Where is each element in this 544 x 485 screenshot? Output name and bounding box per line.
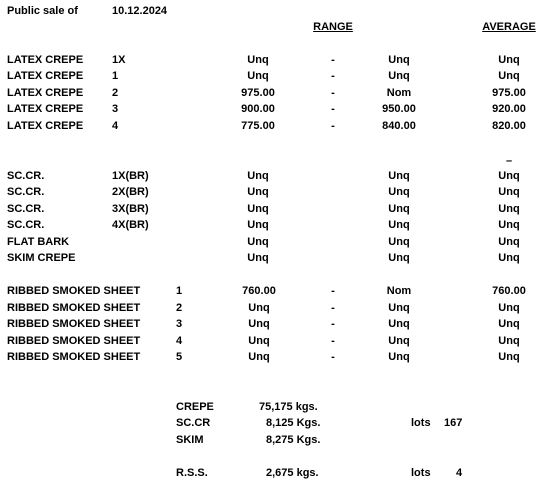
row-name: LATEX CREPE — [7, 103, 84, 115]
row-name: RIBBED SMOKED SHEET — [7, 351, 141, 363]
row-grade: 3 — [112, 103, 119, 115]
row-name: LATEX CREPE — [7, 120, 84, 132]
range-low: 900.00 — [241, 103, 275, 115]
average-value: Unq — [498, 351, 520, 363]
range-high: 950.00 — [382, 103, 416, 115]
row-name: SC.CR. — [7, 170, 45, 182]
row-grade: 3 — [176, 318, 183, 330]
average-value: Unq — [498, 203, 520, 215]
average-value: Unq — [498, 70, 520, 82]
lots-count: 4 — [456, 467, 463, 479]
range-high: Unq — [388, 54, 410, 66]
row-name: RIBBED SMOKED SHEET — [7, 335, 141, 347]
row-grade: 1 — [112, 70, 119, 82]
range-high: Unq — [388, 70, 410, 82]
range-separator: - — [331, 54, 335, 66]
row-grade: 4 — [112, 120, 119, 132]
row-grade: 4X(BR) — [112, 219, 149, 231]
crepe-quantity: 75,175 kgs. — [259, 401, 318, 413]
range-low: Unq — [247, 203, 269, 215]
skim-quantity: 8,275 Kgs. — [266, 434, 321, 446]
range-high: Unq — [388, 252, 410, 264]
row-grade: 1X(BR) — [112, 170, 149, 182]
skim-label: SKIM — [176, 434, 204, 446]
range-high: Unq — [388, 318, 410, 330]
row-grade: 1 — [176, 285, 183, 297]
range-heading: RANGE — [313, 21, 353, 33]
range-separator: - — [331, 335, 335, 347]
average-value: Unq — [498, 318, 520, 330]
row-name: SC.CR. — [7, 186, 45, 198]
average-value: Unq — [498, 219, 520, 231]
range-low: Unq — [247, 219, 269, 231]
range-high: Unq — [388, 170, 410, 182]
range-low: Unq — [248, 302, 270, 314]
average-value: Unq — [498, 335, 520, 347]
sale-date: 10.12.2024 — [112, 5, 168, 17]
crepe-label: CREPE — [176, 401, 214, 413]
range-separator: - — [331, 103, 335, 115]
average-value: Unq — [498, 252, 520, 264]
row-name: SC.CR. — [7, 203, 45, 215]
stray-dash-mark: – — [505, 155, 513, 167]
range-separator: - — [331, 302, 335, 314]
row-name: FLAT BARK — [7, 236, 70, 248]
row-name: RIBBED SMOKED SHEET — [7, 302, 141, 314]
average-value: 975.00 — [492, 87, 526, 99]
average-value: 820.00 — [492, 120, 526, 132]
row-name: LATEX CREPE — [7, 54, 84, 66]
row-name: RIBBED SMOKED SHEET — [7, 318, 141, 330]
range-low: 975.00 — [241, 87, 275, 99]
average-value: Unq — [498, 170, 520, 182]
average-value: Unq — [498, 236, 520, 248]
row-name: RIBBED SMOKED SHEET — [7, 285, 141, 297]
average-value: Unq — [498, 186, 520, 198]
range-separator: - — [331, 285, 335, 297]
range-high: Unq — [388, 236, 410, 248]
range-high: Nom — [386, 87, 412, 99]
average-value: Unq — [498, 54, 520, 66]
range-separator: - — [331, 70, 335, 82]
sccr-quantity: 8,125 Kgs. — [266, 417, 321, 429]
range-low: Unq — [248, 318, 270, 330]
range-low: 775.00 — [241, 120, 275, 132]
range-high: Unq — [388, 351, 410, 363]
row-grade: 4 — [176, 335, 183, 347]
sccr-label: SC.CR — [176, 417, 211, 429]
rss-label: R.S.S. — [176, 467, 208, 479]
range-low: Unq — [247, 252, 269, 264]
range-low: Unq — [247, 70, 269, 82]
average-value: 760.00 — [492, 285, 526, 297]
lots-label: lots — [411, 467, 431, 479]
row-grade: 1X — [112, 54, 126, 66]
row-grade: 3X(BR) — [112, 203, 149, 215]
lots-label: lots — [411, 417, 431, 429]
range-high: 840.00 — [382, 120, 416, 132]
row-name: SKIM CREPE — [7, 252, 76, 264]
range-low: Unq — [247, 236, 269, 248]
row-grade: 2 — [112, 87, 119, 99]
row-name: LATEX CREPE — [7, 87, 84, 99]
range-separator: - — [331, 87, 335, 99]
range-low: 760.00 — [242, 285, 276, 297]
rss-quantity: 2,675 kgs. — [266, 467, 319, 479]
row-grade: 5 — [176, 351, 183, 363]
average-value: 920.00 — [492, 103, 526, 115]
range-low: Unq — [248, 351, 270, 363]
range-separator: - — [331, 351, 335, 363]
average-heading: AVERAGE — [482, 21, 536, 33]
range-high: Nom — [386, 285, 412, 297]
range-high: Unq — [388, 335, 410, 347]
row-grade: 2 — [176, 302, 183, 314]
range-low: Unq — [247, 54, 269, 66]
range-separator: - — [331, 120, 335, 132]
row-name: LATEX CREPE — [7, 70, 84, 82]
range-high: Unq — [388, 203, 410, 215]
range-separator: - — [331, 318, 335, 330]
range-high: Unq — [388, 302, 410, 314]
row-grade: 2X(BR) — [112, 186, 149, 198]
average-value: Unq — [498, 302, 520, 314]
lots-count: 167 — [444, 417, 463, 429]
range-low: Unq — [248, 335, 270, 347]
range-high: Unq — [388, 219, 410, 231]
row-name: SC.CR. — [7, 219, 45, 231]
range-low: Unq — [247, 170, 269, 182]
range-low: Unq — [247, 186, 269, 198]
public-sale-label: Public sale of — [7, 5, 78, 17]
range-high: Unq — [388, 186, 410, 198]
